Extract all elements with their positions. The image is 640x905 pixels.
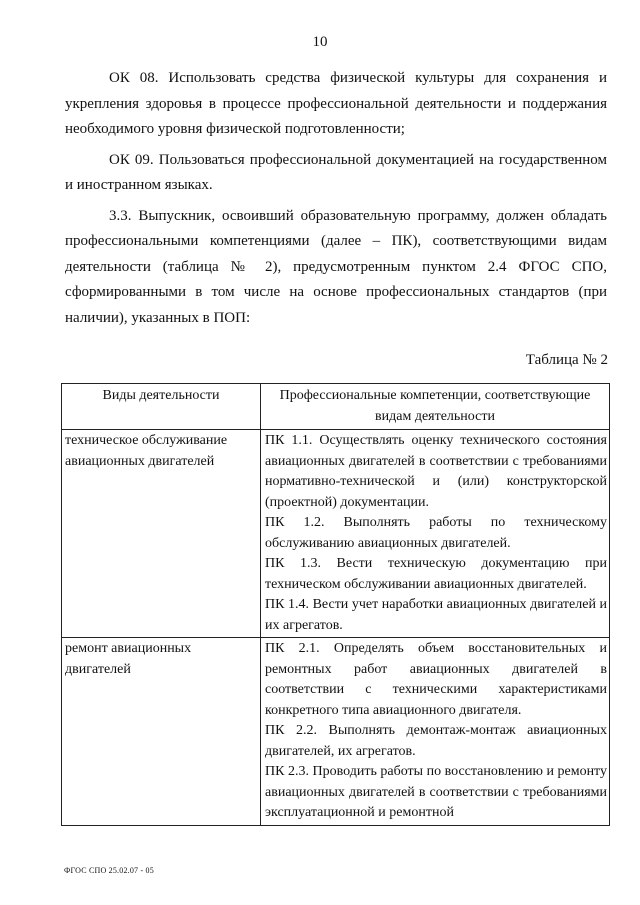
competency-item: ПК 1.4. Вести учет наработки авиационных двигателей и их агрегатов. (265, 597, 607, 633)
competency-item: ПК 2.3. Проводить работы по восстановлению и ремонту авиационных двигателей в соответствии с требованиями эксплуатационной и ремонтной (265, 764, 607, 820)
paragraph-ok09: ОК 09. Пользоваться профессиональной документацией на государственном и иностранном языках. (65, 151, 607, 193)
competencies-cell (261, 638, 610, 826)
competency-item: ПК 1.1. Осуществлять оценку технического состояния авиационных двигателей в соответствии с требованиями нормативно-технической и (или) конструкторской (проектной) документации. (265, 433, 607, 510)
table-header-row (62, 384, 610, 430)
competency-item: ПК 1.2. Выполнять работы по техническому обслуживанию авиационных двигателей. (265, 515, 607, 551)
activity-cell: ремонт авиационных двигателей (62, 638, 261, 826)
table-row (62, 430, 610, 638)
footer-standard-code: ФГОС СПО 25.02.07 - 05 (64, 866, 154, 875)
header-competencies: Профессиональные компетенции, соответствующие видам деятельности (261, 384, 610, 430)
competency-item: ПК 1.3. Вести техническую документацию при техническом обслуживании авиационных двигателей. (265, 556, 607, 592)
competencies-table (61, 383, 610, 826)
competency-item: ПК 2.1. Определять объем восстановительных и ремонтных работ авиационных двигателей в соответствии с техническими характеристиками конкретного типа авиационного двигателя. (265, 641, 607, 718)
body-text (65, 66, 607, 336)
page-number: 10 (312, 34, 328, 50)
paragraph-ok08: ОК 08. Использовать средства физической культуры для сохранения и укрепления здоровья в процессе профессиональной деятельности и поддержания необходимого уровня физической подготовленности; (65, 70, 607, 137)
activity-cell: техническое обслуживание авиационных двигателей (62, 430, 261, 638)
table-row (62, 638, 610, 826)
competency-item: ПК 2.2. Выполнять демонтаж-монтаж авиационных двигателей, их агрегатов. (265, 723, 607, 759)
table-caption: Таблица № 2 (525, 352, 608, 368)
header-activity: Виды деятельности (62, 384, 261, 430)
competencies-cell (261, 430, 610, 638)
paragraph-3-3: 3.3. Выпускник, освоивший образовательную программу, должен обладать профессиональными компетенциями (далее – ПК), соответствующими видам деятельности (таблица № 2), предусмотренным пунктом 2.4 ФГОС СПО, сформированными в том числе на основе профессиональных стандартов (при наличии), указанных в ПОП: (65, 207, 607, 326)
